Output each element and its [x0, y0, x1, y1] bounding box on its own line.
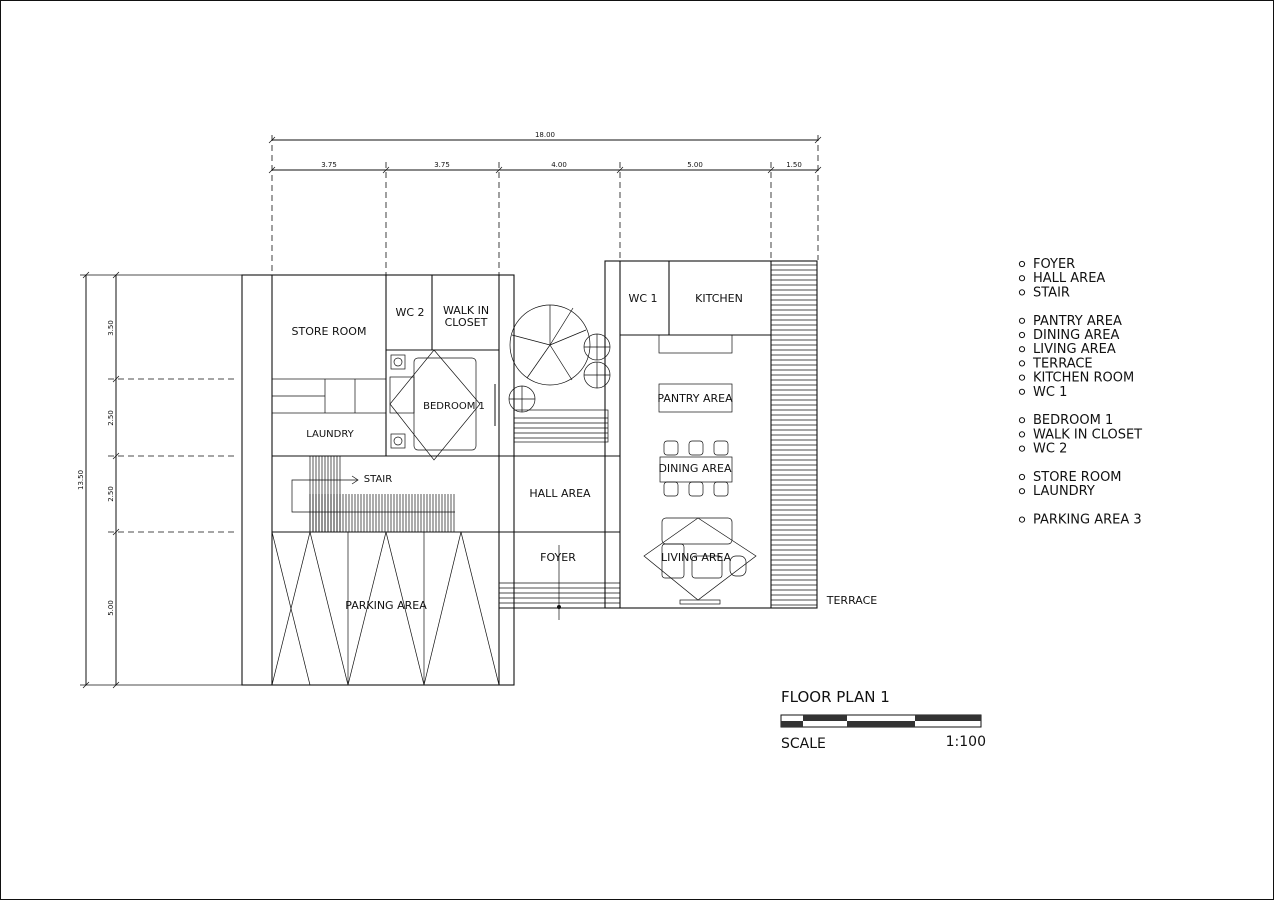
- legend-bullet-icon: [1019, 276, 1024, 281]
- sheet-border: [1, 1, 1274, 900]
- room-label-dining-area: DINING AREA: [658, 462, 732, 475]
- legend-bullet-icon: [1019, 361, 1024, 366]
- dim-depth-segment: 2.50: [107, 410, 115, 426]
- dim-depth-segment: 5.00: [107, 600, 115, 616]
- scale-bar: [781, 715, 981, 727]
- legend-bullet-icon: [1019, 418, 1024, 423]
- legend-bullet-icon: [1019, 517, 1024, 522]
- legend-bullet-icon: [1019, 332, 1024, 337]
- legend-bullet-icon: [1019, 261, 1024, 266]
- entry-steps: [499, 583, 620, 603]
- left-dimension-lines: [80, 272, 242, 688]
- top-dimension-lines: [269, 135, 821, 275]
- legend-bullet-icon: [1019, 375, 1024, 380]
- legend-bullet-icon: [1019, 347, 1024, 352]
- tree-icon: [510, 305, 590, 385]
- dim-overall-depth: 13.50: [77, 469, 85, 491]
- room-label-foyer: FOYER: [540, 551, 576, 564]
- room-label-hall-area: HALL AREA: [529, 487, 591, 500]
- room-label-stair: STAIR: [363, 474, 393, 485]
- legend-item: PANTRY AREA: [1033, 313, 1122, 329]
- dim-segment: 4.00: [551, 161, 567, 169]
- dim-segment: 1.50: [786, 161, 802, 169]
- legend-item: LAUNDRY: [1033, 484, 1095, 500]
- garden-steps: [514, 418, 608, 438]
- room-label-laundry: LAUNDRY: [306, 429, 354, 440]
- room-label-walk-in-closet: CLOSET: [444, 316, 488, 329]
- dim-segment: 5.00: [687, 161, 703, 169]
- dim-depth-segment: 2.50: [107, 486, 115, 502]
- dim-depth-segment: 3.50: [107, 320, 115, 336]
- legend-item: FOYER: [1033, 257, 1076, 272]
- room-label-kitchen: KITCHEN: [695, 292, 743, 305]
- legend-item: WC 2: [1033, 441, 1068, 457]
- legend-bullet-icon: [1019, 489, 1024, 494]
- terrace-deck-hatch: [771, 265, 817, 605]
- legend-bullet-icon: [1019, 389, 1024, 394]
- legend-bullet-icon: [1019, 474, 1024, 479]
- legend-bullet-icon: [1019, 318, 1024, 323]
- room-label-pantry-area: PANTRY AREA: [657, 392, 733, 405]
- legend-bullet-icon: [1019, 432, 1024, 437]
- legend-item: PARKING AREA 3: [1033, 512, 1142, 528]
- legend-bullet-icon: [1019, 446, 1024, 451]
- drawing-title: FLOOR PLAN 1: [781, 688, 890, 706]
- legend: [1019, 257, 1142, 528]
- garden-planter: [514, 410, 608, 442]
- room-label-wc2: WC 2: [395, 306, 425, 319]
- legend-item: BEDROOM 1: [1033, 413, 1114, 429]
- room-label-parking-area: PARKING AREA: [345, 599, 427, 612]
- legend-item: HALL AREA: [1033, 271, 1106, 287]
- legend-item: TERRACE: [1033, 356, 1093, 372]
- legend-item: LIVING AREA: [1033, 342, 1116, 358]
- room-label-walk-in-closet: WALK IN: [442, 304, 490, 317]
- room-label-store-room: STORE ROOM: [291, 325, 367, 338]
- room-label-living-area: LIVING AREA: [660, 551, 732, 564]
- dim-segment: 3.75: [434, 161, 450, 169]
- legend-item: WC 1: [1033, 384, 1068, 400]
- legend-item: STORE ROOM: [1033, 470, 1122, 485]
- legend-item: STAIR: [1033, 285, 1070, 301]
- shrub-icon: [509, 334, 610, 412]
- room-label-bedroom1: BEDROOM 1: [423, 401, 485, 412]
- scale-value: 1:100: [945, 734, 986, 750]
- legend-item: WALK IN CLOSET: [1033, 427, 1143, 443]
- legend-item: DINING AREA: [1033, 328, 1120, 343]
- dim-overall-width: 18.00: [534, 131, 556, 139]
- scale-label: SCALE: [781, 736, 826, 752]
- room-label-wc1: WC 1: [628, 292, 658, 305]
- room-label-terrace: TERRACE: [826, 594, 878, 607]
- legend-item: KITCHEN ROOM: [1033, 370, 1135, 386]
- stair-steps: [310, 456, 454, 532]
- dim-segment: 3.75: [321, 161, 337, 169]
- legend-bullet-icon: [1019, 290, 1024, 295]
